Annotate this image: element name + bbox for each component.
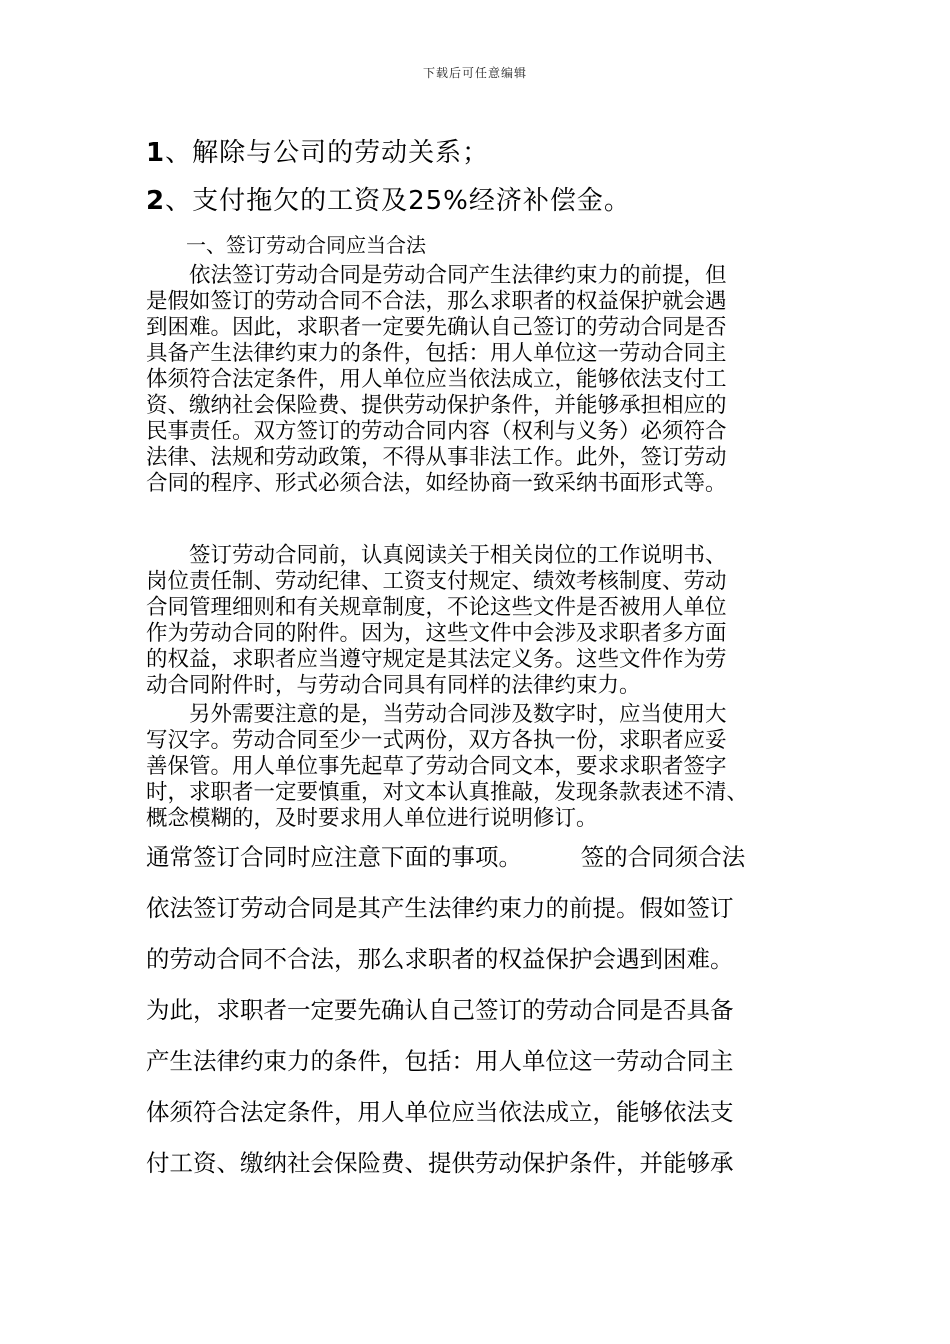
paragraph-line: 为此，求职者一定要先确认自己签订的劳动合同是否具备 (146, 996, 734, 1024)
paragraph-line: 具备产生法律约束力的条件，包括：用人单位这一劳动合同主 (146, 341, 727, 366)
paragraph-line: 依法签订劳动合同是其产生法律约束力的前提。假如签订 (146, 894, 734, 922)
paragraph-line: 动合同附件时，与劳动合同具有同样的法律约束力。 (146, 673, 641, 698)
paragraph-legal-requirements (146, 263, 810, 497)
paragraph-line: 岗位责任制、劳动纪律、工资支付规定、绩效考核制度、劳动 (146, 569, 727, 594)
paragraph-general-notes (146, 832, 810, 1189)
heading-2-number: 2 (146, 186, 166, 216)
paragraph-line: 时，求职者一定要慎重，对文本认真推敲，发现条款表述不清、 (146, 780, 749, 805)
page-header: 下载后可任意编辑 (422, 66, 527, 80)
paragraph-line: 依法签订劳动合同是劳动合同产生法律约束力的前提，但 (146, 263, 727, 288)
paragraph-other-notes (146, 702, 810, 832)
paragraph-line: 体须符合法定条件，用人单位应当依法成立，能够依法支付工 (146, 367, 727, 392)
paragraph-line: 资、缴纳社会保险费、提供劳动保护条件，并能够承担相应的 (146, 393, 727, 418)
paragraph-line: 通常签订合同时应注意下面的事项。 签的合同须合法 (146, 843, 746, 871)
paragraph-line: 到困难。因此，求职者一定要先确认自己签订的劳动合同是否 (146, 315, 727, 340)
heading-1 (146, 136, 489, 170)
paragraph-line: 合同的程序、形式必须合法，如经协商一致采纳书面形式等。 (146, 471, 727, 496)
paragraph-line: 另外需要注意的是，当劳动合同涉及数字时，应当使用大 (146, 702, 727, 727)
heading-1-number: 1 (146, 138, 166, 168)
paragraph-line: 写汉字。劳动合同至少一式两份，双方各执一份，求职者应妥 (146, 728, 727, 753)
heading-1-text: 、解除与公司的劳动关系； (165, 138, 490, 168)
paragraph-line: 产生法律约束力的条件，包括：用人单位这一劳动合同主 (146, 1047, 734, 1075)
paragraph-line: 付工资、缴纳社会保险费、提供劳动保护条件，并能够承 (146, 1149, 734, 1177)
paragraph-line: 是假如签订的劳动合同不合法，那么求职者的权益保护就会遇 (146, 289, 727, 314)
paragraph-line: 签订劳动合同前，认真阅读关于相关岗位的工作说明书、 (146, 543, 727, 568)
paragraph-line: 民事责任。双方签订的劳动合同内容（权利与义务）必须符合 (146, 419, 727, 444)
paragraph-read-documents (146, 543, 810, 699)
section-subheading: 一、签订劳动合同应当合法 (186, 233, 426, 257)
paragraph-line: 合同管理细则和有关规章制度，不论这些文件是否被用人单位 (146, 595, 727, 620)
paragraph-line: 体须符合法定条件，用人单位应当依法成立，能够依法支 (146, 1098, 734, 1126)
paragraph-line: 概念模糊的，及时要求用人单位进行说明修订。 (146, 806, 598, 831)
paragraph-line: 善保管。用人单位事先起草了劳动合同文本，要求求职者签字 (146, 754, 727, 779)
paragraph-line: 的劳动合同不合法，那么求职者的权益保护会遇到困难。 (146, 945, 734, 973)
paragraph-line: 的权益，求职者应当遵守规定是其法定义务。这些文件作为劳 (146, 647, 727, 672)
paragraph-line: 法律、法规和劳动政策，不得从事非法工作。此外，签订劳动 (146, 445, 727, 470)
paragraph-line: 作为劳动合同的附件。因为，这些文件中会涉及求职者多方面 (146, 621, 727, 646)
heading-2-text: 、支付拖欠的工资及25%经济补偿金。 (165, 186, 631, 216)
heading-2 (146, 184, 631, 218)
